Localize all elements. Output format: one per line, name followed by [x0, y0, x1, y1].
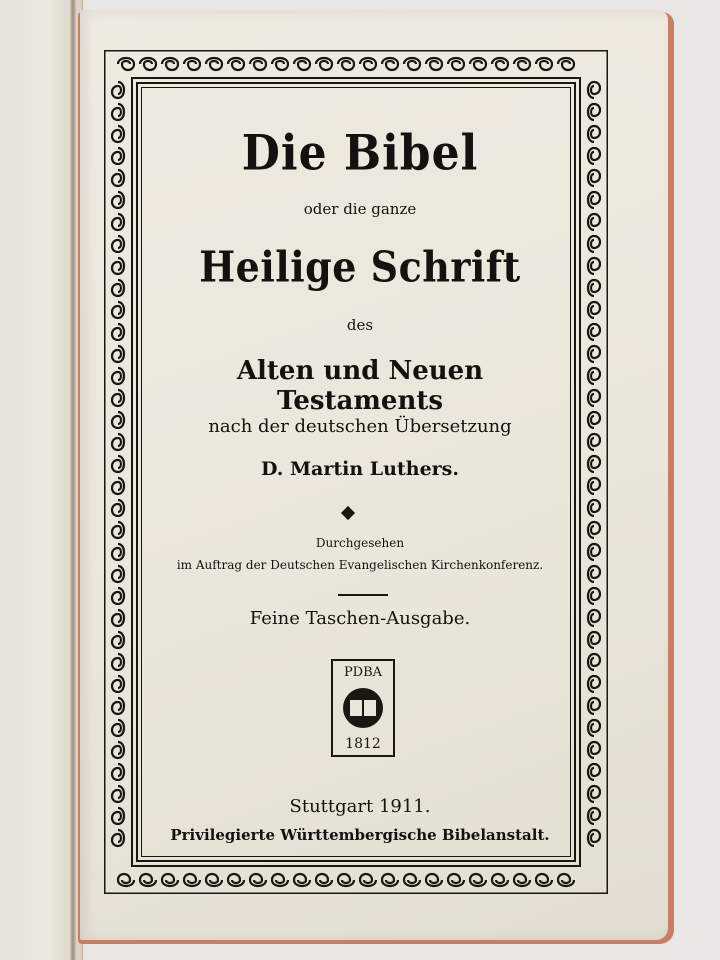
- ornament-scroll: [112, 170, 124, 186]
- ornament-scroll: [588, 676, 600, 692]
- ornament-scroll: [588, 258, 600, 274]
- ornament-scroll: [536, 874, 552, 886]
- ornament-scroll: [184, 874, 200, 886]
- ornament-scroll: [588, 764, 600, 780]
- ornament-scroll: [112, 390, 124, 406]
- ornament-scroll: [588, 830, 600, 846]
- title-line6: nach der deutschen Übersetzung: [208, 416, 512, 437]
- ornament-scroll: [426, 874, 442, 886]
- ornament-scroll: [118, 58, 134, 70]
- ornament-scroll: [404, 874, 420, 886]
- ornament-scroll: [588, 412, 600, 428]
- imprint-publisher: Privilegierte Württembergische Bibelanstalt.: [170, 826, 550, 844]
- ornament-scroll: [588, 808, 600, 824]
- ornament-scroll: [588, 786, 600, 802]
- ornament-scroll: [588, 170, 600, 186]
- ornament-scroll: [558, 58, 574, 70]
- title-line1: Die Bibel: [241, 125, 479, 182]
- ornament-scroll: [112, 434, 124, 450]
- ornament-scroll: [294, 58, 310, 70]
- ornament-scroll: [588, 632, 600, 648]
- ornament-scroll: [112, 566, 124, 582]
- review-line1: Durchgesehen: [315, 536, 405, 550]
- ornament-scroll: [588, 456, 600, 472]
- ornament-scroll: [588, 588, 600, 604]
- ornament-scroll: [588, 478, 600, 494]
- ornament-scroll: [112, 412, 124, 428]
- imprint-place: Stuttgart 1911.: [289, 796, 431, 817]
- ornament-scroll: [426, 58, 442, 70]
- title-line3: Heilige Schrift: [199, 241, 521, 292]
- ornament-scroll: [588, 368, 600, 384]
- ornament-scroll: [558, 874, 574, 886]
- ornament-scroll: [250, 874, 266, 886]
- ornament-scroll: [588, 522, 600, 538]
- ornament-scroll: [112, 764, 124, 780]
- ornament-scroll: [382, 874, 398, 886]
- ornament-scroll: [112, 368, 124, 384]
- ornament-scroll: [588, 566, 600, 582]
- ornament-scroll: [162, 58, 178, 70]
- ornament-scroll: [338, 874, 354, 886]
- ornament-scroll: [112, 214, 124, 230]
- ornament-scroll: [588, 236, 600, 252]
- ornament-scroll: [272, 874, 288, 886]
- ornament-scroll: [514, 58, 530, 70]
- ornament-scroll: [588, 214, 600, 230]
- ornament-scroll: [316, 58, 332, 70]
- ornament-scroll: [112, 588, 124, 604]
- ornament-scroll: [112, 258, 124, 274]
- svg-text:PDBA: PDBA: [343, 665, 383, 680]
- ornament-scroll: [470, 874, 486, 886]
- ornament-scroll: [112, 830, 124, 846]
- ornament-scroll: [588, 148, 600, 164]
- ornament-scroll: [140, 58, 156, 70]
- ornament-scroll: [316, 874, 332, 886]
- ornament-scroll: [228, 58, 244, 70]
- ornament-scroll: [184, 58, 200, 70]
- ornament-scroll: [382, 58, 398, 70]
- ornament-scroll: [588, 500, 600, 516]
- ornament-scroll: [588, 302, 600, 318]
- ornament-scroll: [112, 698, 124, 714]
- ornament-scroll: [588, 390, 600, 406]
- ornament-scroll: [162, 874, 178, 886]
- ornament-scroll: [118, 874, 134, 886]
- ornament-scroll: [492, 58, 508, 70]
- ornament-scroll: [112, 456, 124, 472]
- ornament-scroll: [404, 58, 420, 70]
- ornament-scroll: [228, 874, 244, 886]
- ornament-scroll: [206, 874, 222, 886]
- ornament-scroll: [112, 786, 124, 802]
- ornament-scroll: [112, 478, 124, 494]
- svg-text:1812: 1812: [345, 736, 381, 752]
- ornament-scroll: [112, 192, 124, 208]
- ornament-scroll: [112, 522, 124, 538]
- ornament-scroll: [112, 324, 124, 340]
- ornament-scroll: [112, 742, 124, 758]
- ornament-scroll: [112, 500, 124, 516]
- ornament-scroll: [112, 104, 124, 120]
- ornament-scroll: [112, 676, 124, 692]
- ornament-scroll: [588, 82, 600, 98]
- ornament-scroll: [206, 58, 222, 70]
- ornament-scroll: [588, 126, 600, 142]
- ornament-scroll: [588, 434, 600, 450]
- ornament-scroll: [112, 346, 124, 362]
- ornament-scroll: [112, 654, 124, 670]
- ornament-scroll: [536, 58, 552, 70]
- ornament-scroll: [588, 654, 600, 670]
- ornament-scroll: [112, 720, 124, 736]
- ornament-scroll: [112, 126, 124, 142]
- ornament-scroll: [448, 58, 464, 70]
- ornament-scroll: [588, 104, 600, 120]
- ornament-scroll: [112, 148, 124, 164]
- review-line2: im Auftrag der Deutschen Evangelischen Kirchenkonferenz.: [176, 558, 544, 572]
- ornament-scroll: [250, 58, 266, 70]
- ornament-scroll: [588, 280, 600, 296]
- ornament-scroll: [514, 874, 530, 886]
- ornament-scroll: [112, 280, 124, 296]
- ornament-scroll: [112, 236, 124, 252]
- title-line2: oder die ganze: [303, 200, 417, 218]
- ornament-scroll: [470, 58, 486, 70]
- title-line4: des: [346, 316, 374, 334]
- publisher-logo: [330, 658, 396, 758]
- ornament-scroll: [112, 808, 124, 824]
- ornament-scroll: [112, 302, 124, 318]
- ornament-scroll: [588, 346, 600, 362]
- ornament-scroll: [294, 874, 310, 886]
- ornament-scroll: [360, 58, 376, 70]
- book-gutter: [70, 0, 76, 960]
- ornament-scroll: [360, 874, 376, 886]
- ornament-scroll: [112, 544, 124, 560]
- ornament-scroll: [588, 742, 600, 758]
- ornament-scroll: [588, 324, 600, 340]
- divider-rule: [338, 594, 388, 596]
- ornament-scroll: [112, 610, 124, 626]
- ornament-scroll: [140, 874, 156, 886]
- ornament-scroll: [448, 874, 464, 886]
- title-line7: D. Martin Luthers.: [261, 458, 459, 480]
- title-line5: Alten und Neuen Testaments: [236, 356, 484, 416]
- ornament-scroll: [588, 610, 600, 626]
- ornament-scroll: [492, 874, 508, 886]
- ornament-scroll: [112, 632, 124, 648]
- ornament-scroll: [588, 720, 600, 736]
- ornament-scroll: [338, 58, 354, 70]
- ornament-scroll: [588, 698, 600, 714]
- ornament-scroll: [272, 58, 288, 70]
- ornament-scroll: [588, 544, 600, 560]
- edition-line: Feine Taschen-Ausgabe.: [249, 608, 471, 629]
- ornament-scroll: [112, 82, 124, 98]
- ornament-scroll: [588, 192, 600, 208]
